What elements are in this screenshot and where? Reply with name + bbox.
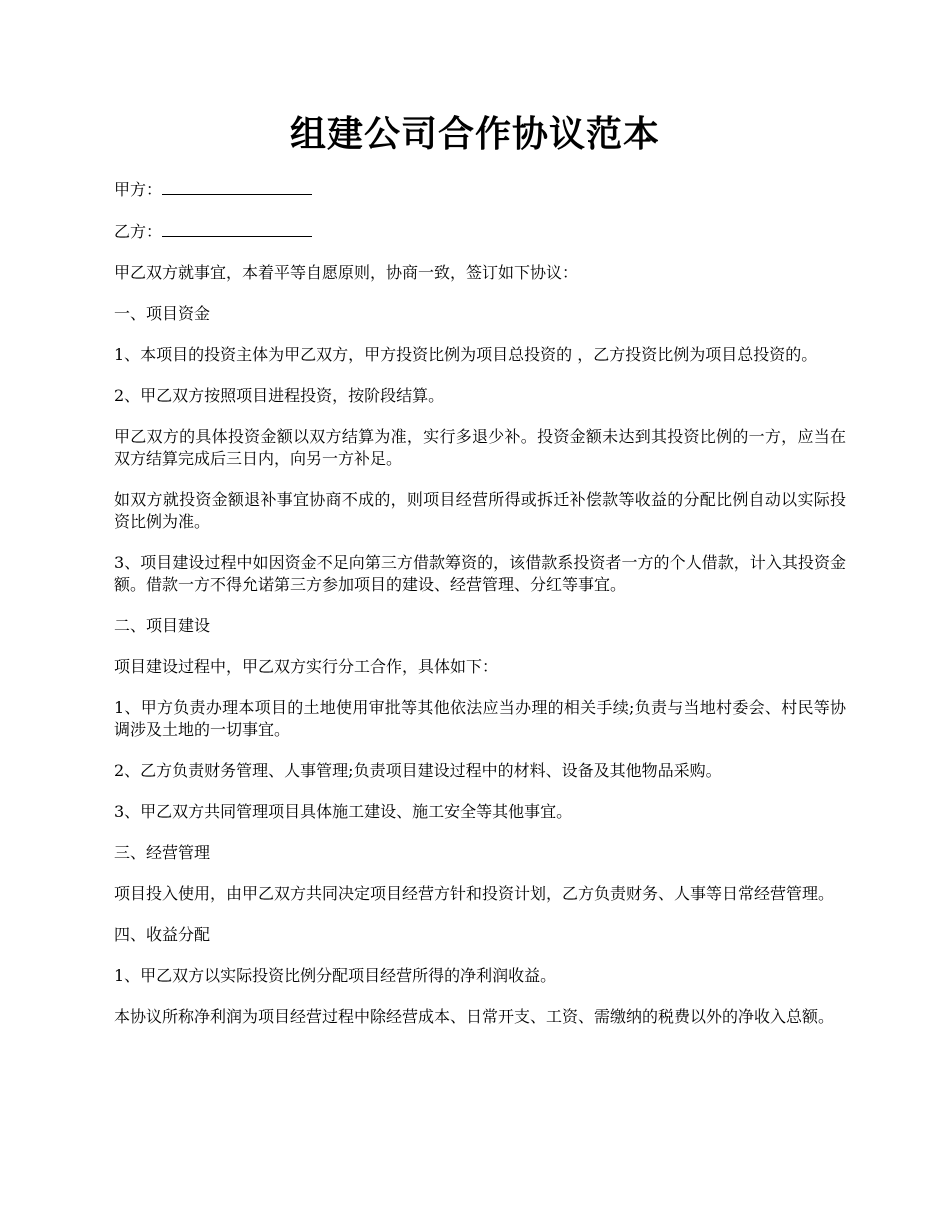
net-profit-definition: 本协议所称净利润为项目经营过程中除经营成本、日常开支、工资、需缴纳的税费以外的净收入总额。 — [114, 1007, 835, 1026]
section-heading-profit-distribution: 四、收益分配 — [114, 925, 211, 944]
construction-intro: 项目建设过程中，甲乙双方实行分工合作，具体如下： — [114, 657, 499, 676]
party-b-field — [114, 220, 846, 243]
operations-paragraph: 项目投入使用，由甲乙双方共同决定项目经营方针和投资计划，乙方负责财务、人事等日常经营管理。 — [114, 884, 835, 903]
section-heading-funding: 一、项目资金 — [114, 304, 211, 323]
party-a-label: 甲方： — [114, 180, 163, 199]
party-b-blank-line — [162, 220, 312, 237]
party-a-blank-line — [162, 178, 312, 195]
section-heading-construction: 二、项目建设 — [114, 616, 211, 635]
funding-dispute-paragraph: 如双方就投资金额退补事宜协商不成的，则项目经营所得或拆迁补偿款等收益的分配比例自动以实际投资比例为准。 — [114, 490, 846, 531]
funding-clause-2: 2、甲乙双方按照项目进程投资，按阶段结算。 — [114, 386, 445, 405]
intro-paragraph: 甲乙双方就事宜，本着平等自愿原则，协商一致，签订如下协议： — [114, 263, 579, 282]
party-b-label: 乙方： — [114, 222, 163, 241]
section-heading-operations: 三、经营管理 — [114, 843, 211, 862]
funding-settlement-paragraph: 甲乙双方的具体投资金额以双方结算为准，实行多退少补。投资金额未达到其投资比例的一方，应当在双方结算完成后三日内，向另一方补足。 — [114, 427, 846, 468]
funding-clause-1: 1、本项目的投资主体为甲乙双方，甲方投资比例为项目总投资的 ，乙方投资比例为项目总投资的。 — [114, 345, 818, 364]
construction-clause-3: 3、甲乙双方共同管理项目具体施工建设、施工安全等其他事宜。 — [114, 802, 573, 821]
party-a-field — [114, 178, 846, 201]
construction-clause-2: 2、乙方负责财务管理、人事管理;负责项目建设过程中的材料、设备及其他物品采购。 — [114, 761, 722, 780]
funding-clause-3: 3、项目建设过程中如因资金不足向第三方借款筹资的，该借款系投资者一方的个人借款，计入其投资金额。借款一方不得允诺第三方参加项目的建设、经营管理、分红等事宜。 — [114, 553, 846, 594]
construction-clause-1: 1、甲方负责办理本项目的土地使用审批等其他依法应当办理的相关手续;负责与当地村委会、村民等协调涉及土地的一切事宜。 — [114, 698, 846, 739]
profit-clause-1: 1、甲乙双方以实际投资比例分配项目经营所得的净利润收益。 — [114, 966, 557, 985]
document-title: 组建公司合作协议范本 — [289, 113, 660, 155]
document-body — [114, 178, 846, 1047]
